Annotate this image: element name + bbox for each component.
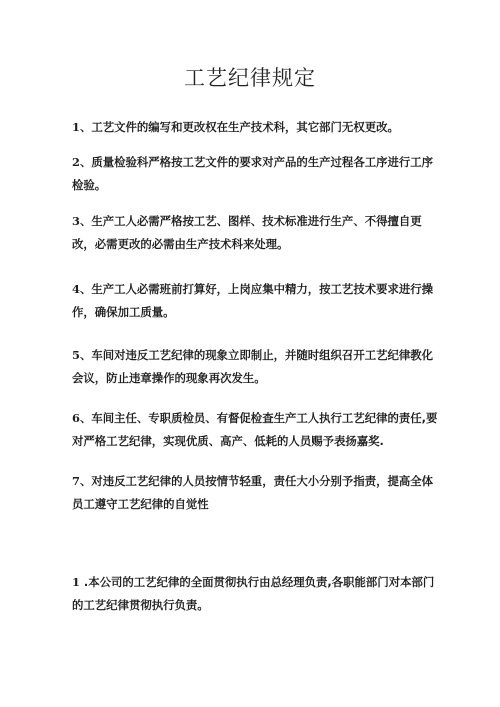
- paragraph-8: [72, 571, 444, 617]
- paragraph-number: 5: [72, 348, 80, 362]
- paragraph-1: [72, 116, 444, 139]
- paragraph-text: 、车间主任、专职质检员、有督促检查生产工人执行工艺纪律的责任,要对严格工艺纪律，实现优质、高产、低耗的人员赐予表扬嘉奖.: [72, 411, 438, 448]
- paragraph-7: [72, 470, 444, 516]
- paragraph-2: [72, 151, 444, 197]
- paragraph-number: 1: [72, 575, 80, 589]
- paragraph-text: 、车间对违反工艺纪律的现象立即制止，并随时组织召开工艺纪律教化会议，防止违章操作的现象再次发生。: [72, 348, 434, 385]
- paragraph-4: [72, 278, 444, 324]
- paragraph-number: 1: [72, 120, 80, 134]
- paragraph-3: [72, 210, 444, 256]
- paragraph-text: 、生产工人必需严格按工艺、图样、技术标准进行生产、不得擅自更改，必需更改的必需由生产技术科来处理。: [72, 214, 422, 251]
- paragraph-number: 2: [72, 155, 80, 169]
- paragraph-text: 、工艺文件的编写和更改权在生产技术科，其它部门无权更改。: [79, 120, 399, 134]
- paragraph-number: 4: [72, 282, 80, 296]
- paragraph-6: [72, 407, 444, 453]
- paragraph-text: 、质量检验科严格按工艺文件的要求对产品的生产过程各工序进行工序检验。: [72, 155, 434, 192]
- paragraph-text: 、生产工人必需班前打算好，上岗应集中精力，按工艺技术要求进行操作，确保加工质量。: [72, 282, 434, 319]
- paragraph-5: [72, 344, 444, 390]
- paragraph-number: 6: [72, 411, 80, 425]
- paragraph-number: 3: [72, 214, 80, 228]
- paragraph-text: 、对违反工艺纪律的人员按情节轻重，责任大小分别予指责，提高全体员工遵守工艺纪律的自觉性: [72, 474, 434, 511]
- paragraph-text: .本公司的工艺纪律的全面贯彻执行由总经理负责,各职能部门对本部门的工艺纪律贯彻执行负责。: [72, 575, 435, 612]
- paragraph-number: 7: [72, 474, 80, 488]
- page-title: 工艺纪律规定: [184, 66, 316, 90]
